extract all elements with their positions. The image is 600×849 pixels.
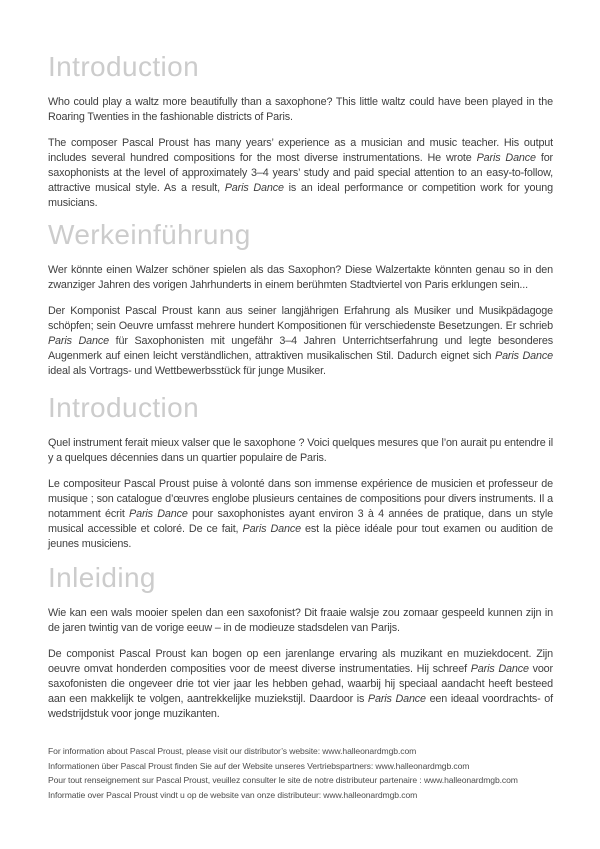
composer-paragraph-french: Le compositeur Pascal Proust puise à volonté dans son immense expérience de musicien et professeur de musique ; son catalogue d’œuvres englobe plusieurs centaines de compositions pour divers instruments. Il a notamment écrit Paris Dance pour saxophonistes ayant environ 3 à 4 années de pratique, dans un style musical accessible et coloré. De ce fait, Paris Dance est la pièce idéale pour tout examen ou audition de jeunes musiciens. bbox=[48, 478, 554, 550]
section-dutch bbox=[48, 562, 553, 733]
distributor-footer bbox=[48, 744, 553, 802]
section-heading-english: Introduction bbox=[48, 51, 200, 82]
work-title: Paris Dance bbox=[470, 663, 529, 675]
work-title: Paris Dance bbox=[476, 152, 536, 164]
composer-paragraph-german: Der Komponist Pascal Proust kann aus seiner langjährigen Erfahrung als Musiker und Musikpädagoge schöpfen; sein Oeuvre umfasst mehrere hundert Kompositionen für verschiedenste Besetzungen. Er schrieb Paris Dance für Saxophonisten mit ungefähr 3–4 Jahren Unterrichtserfahrung und legte besonderes Augenmerk auf einen leicht verständlichen, attraktiven musikalischen Stil. Dadurch eignet sich Paris Dance ideal als Vortrags- und Wettbewerbsstück für junge Musiker. bbox=[48, 305, 553, 377]
section-heading-dutch: Inleiding bbox=[48, 562, 156, 593]
intro-paragraph-french: Quel instrument ferait mieux valser que le saxophone ? Voici quelques mesures que l’on aurait pu entendre il y a quelques décennies dans un quartier populaire de Paris. bbox=[48, 437, 553, 464]
work-title: Paris Dance bbox=[129, 508, 188, 520]
footer-line-dutch: Informatie over Pascal Proust vindt u op de website van onze distributeur: www.halleonardmgb.com bbox=[48, 789, 418, 800]
intro-paragraph-english: Who could play a waltz more beautifully than a saxophone? This little waltz could have been played in the Roaring Twenties in the fashionable districts of Paris. bbox=[48, 96, 553, 123]
section-german bbox=[48, 219, 553, 390]
intro-paragraph-german: Wer könnte einen Walzer schöner spielen als das Saxophon? Diese Walzertakte könnten genau so in den zwanziger Jahren des vorigen Jahrhunderts in einem berühmten Stadtviertel von Paris erklungen sein... bbox=[48, 264, 553, 291]
composer-paragraph-english: The composer Pascal Proust has many years’ experience as a musician and music teacher. His output includes several hundred compositions for the most diverse instrumentations. He wrote Paris Dance for saxophonists at the level of approximately 3–4 years’ study and paid special attention to an easy-to-follow, attractive musical style. As a result, Paris Dance is an ideal performance or competition work for young musicians. bbox=[48, 137, 554, 209]
work-title: Paris Dance bbox=[224, 182, 284, 194]
section-heading-french: Introduction bbox=[48, 392, 200, 423]
footer-line-english: For information about Pascal Proust, please visit our distributor’s website: www.halleonardmgb.com bbox=[48, 746, 417, 756]
section-french bbox=[48, 392, 553, 563]
intro-paragraph-dutch: Wie kan een wals mooier spelen dan een saxofonist? Dit fraaie walsje zou zomaar gespeeld kunnen zijn in de jaren twintig van de vorige eeuw – in de modieuze stadsdelen van Parijs. bbox=[48, 607, 553, 634]
footer-line-german: Informationen über Pascal Proust finden Sie auf der Website unseres Vertriebspartners: www.halleonardmgb.com bbox=[48, 760, 470, 771]
work-title: Paris Dance bbox=[48, 335, 109, 347]
work-title: Paris Dance bbox=[495, 350, 553, 362]
section-english bbox=[48, 51, 553, 222]
work-title: Paris Dance bbox=[242, 523, 301, 535]
work-title: Paris Dance bbox=[367, 693, 426, 705]
composer-paragraph-dutch: De componist Pascal Proust kan bogen op een jarenlange ervaring als muzikant en muziekdocent. Zijn oeuvre omvat honderden composities voor de meest diverse instrumentaties. Hij schreef Paris Dance voor saxofonisten die ongeveer drie tot vier jaar les hebben gehad, waarbij hij speciaal aandacht heeft besteed aan een makkelijk te volgen, aantrekkelijke muziekstijl. Daardoor is Paris Dance een ideaal voordrachts- of wedstrijdstuk voor jonge muzikanten. bbox=[48, 648, 553, 720]
section-heading-german: Werkeinführung bbox=[48, 219, 251, 250]
footer-line-french: Pour tout renseignement sur Pascal Proust, veuillez consulter le site de notre distributeur partenaire : www.halleonardmgb.com bbox=[48, 775, 518, 786]
